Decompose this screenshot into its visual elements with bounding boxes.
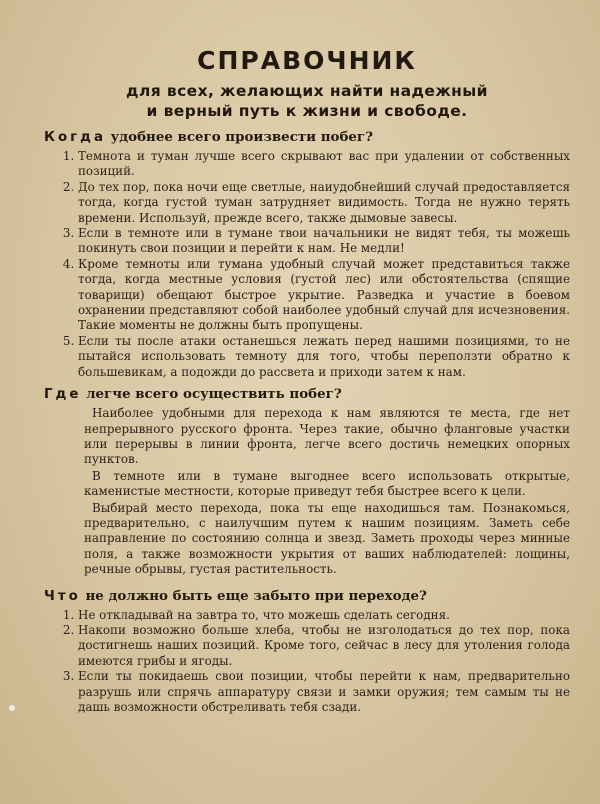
paragraph: Выбирай место перехода, пока ты еще находишься там. Познакомься, предварительно, с наилучшим путем к нашим позициям. Заметь себе направление по состоянию солнца и звезд. Заметь проходы через минные поля, а также возможности укрытия от ваших наблюдателей: лощины, речные обрывы, густая растительность. [84, 500, 570, 577]
list-item: 3. Если в темноте или в тумане твои начальники не видят тебя, ты можешь покинуть свои позиции и перейти к нам. Не медли! [78, 226, 570, 257]
section-what-lead: Что [44, 588, 81, 604]
section-when-lead: Когда [44, 130, 106, 145]
list-item: 2. До тех пор, пока ночи еще светлые, наиудобнейший случай предоставляется тогда, когда густой туман затрудняет видимость. Тогда не нужно терять времени. Используй, прежде всего, также дымовые завесы. [78, 180, 570, 226]
list-item: 5. Если ты после атаки останешься лежать перед нашими позициями, то не пытайся использовать темноту для того, чтобы переползти обратно к большевикам, а подожди до рассвета и приходи затем к нам. [78, 334, 570, 380]
spacer [44, 578, 570, 584]
list-item: 4. Кроме темноты или тумана удобный случай может представиться также тогда, когда местные условия (густой лес) или обстоятельства (спящие товарищи) обещают быстрое укрытие. Разведка и участие в боевом охранении представляют собой наиболее удобный случай для исчезновения. Такие моменты не должны быть пропущены. [78, 257, 570, 334]
section-when-rest: удобнее всего произвести побег? [106, 129, 373, 145]
section-when-list [44, 149, 570, 380]
list-item: 1. Темнота и туман лучше всего скрывают вас при удалении от собственных позиций. [78, 149, 570, 180]
section-what-list [44, 608, 570, 716]
section-when-heading [44, 129, 570, 146]
page-subtitle [44, 81, 570, 121]
page-title: СПРАВОЧНИК [197, 46, 417, 75]
list-item: 3. Если ты покидаешь свои позиции, чтобы перейти к нам, предварительно разрушь или спрячь аппаратуру связи и замки оружия; тем самым ты не дашь возможности обстреливать тебя сзади. [78, 669, 570, 715]
paragraph: Наиболее удобными для перехода к нам являются те места, где нет непрерывного русского фронта. Через такие, обычно фланговые участки или перерывы в линии фронта, легче всего достичь немецких опорных пунктов. [84, 406, 570, 467]
paragraph: В темноте или в тумане выгоднее всего использовать открытые, каменистые местности, которые приведут тебя быстрее всего к цели. [84, 468, 570, 499]
punch-hole [8, 704, 16, 712]
section-where-lead: Где [44, 387, 82, 403]
section-what-rest: не должно быть еще забыто при переходе? [80, 587, 427, 604]
subtitle-line-2: и верный путь к жизни и свободе. [146, 102, 468, 120]
section-what-heading [44, 588, 570, 605]
subtitle-line-1: для всех, желающих найти надежный [126, 82, 488, 100]
list-item: 2. Накопи возможно больше хлеба, чтобы не изголодаться до тех пор, пока достигнешь наших позиций. Кроме того, сейчас в лесу для утоления голода имеются грибы и ягоды. [78, 623, 570, 669]
section-where-heading [44, 386, 570, 403]
section-where-rest: легче всего осуществить побег? [81, 386, 342, 403]
list-item: 1. Не откладывай на завтра то, что можешь сделать сегодня. [78, 608, 570, 623]
